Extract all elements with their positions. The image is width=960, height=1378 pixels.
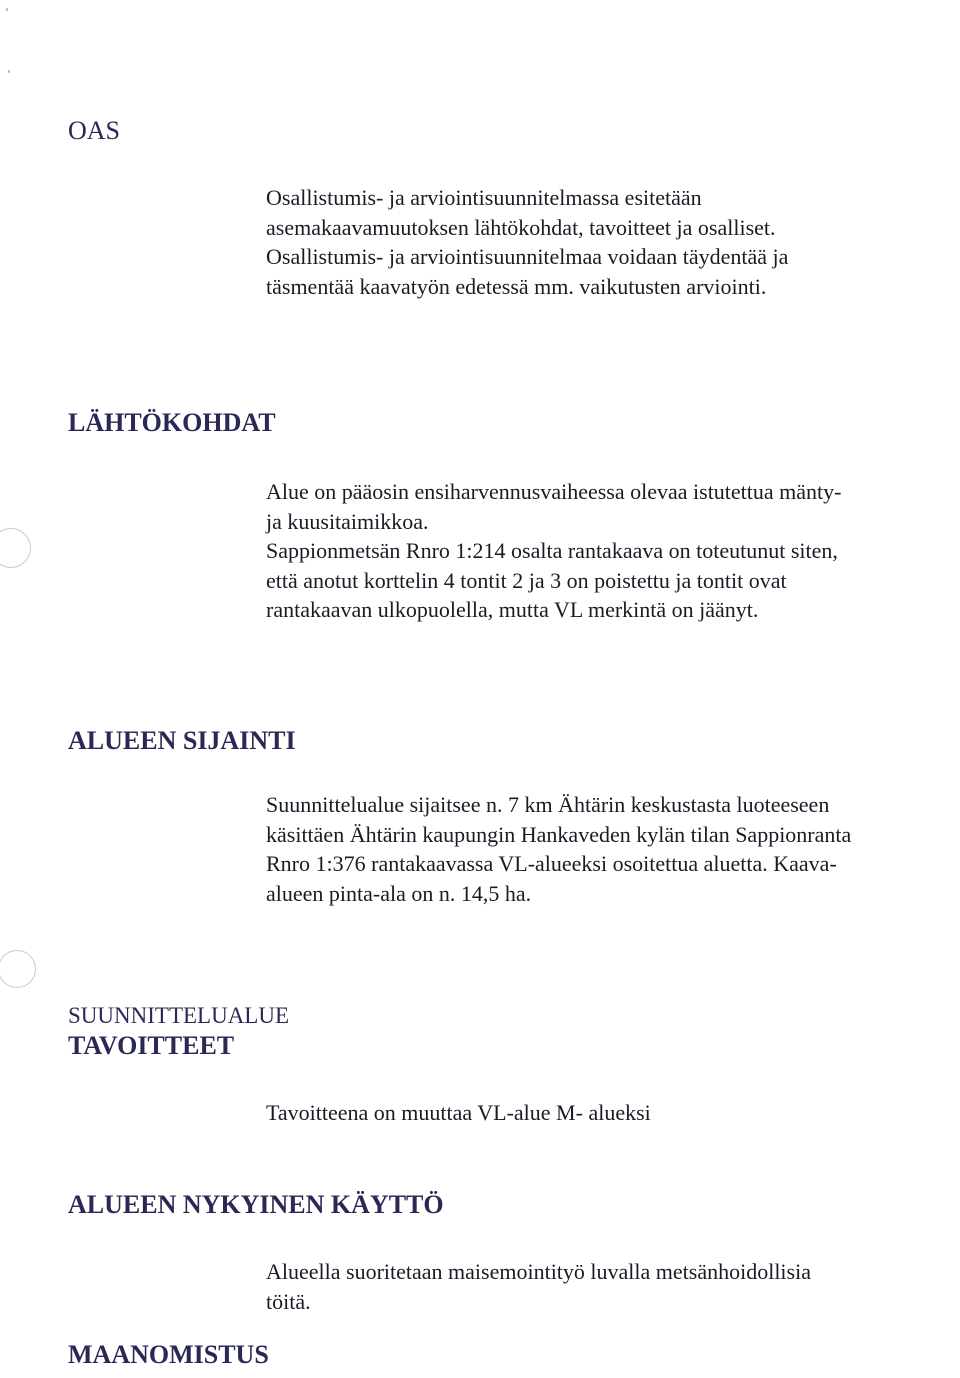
heading-lahtokohdat: LÄHTÖKOHDAT [68,408,276,437]
text-line: Rnro 1:376 rantakaavassa VL-alueeksi osoitettua aluetta. Kaava- [266,851,837,877]
heading-oas: OAS [68,116,121,145]
scan-speck [6,8,8,11]
heading-maanomistus: MAANOMISTUS [68,1340,269,1369]
text-line: ja kuusitaimikkoa. [266,508,429,534]
text-line: Suunnittelualue sijaitsee n. 7 km Ähtärin keskustasta luoteeseen [266,792,830,817]
text-line: Sappionmetsän Rnro 1:214 osalta rantakaava on toteutunut siten, [266,538,838,564]
paragraph-oas [266,183,956,301]
heading-nykyinen-kaytto: ALUEEN NYKYINEN KÄYTTÖ [68,1190,444,1219]
text-line: että anotut korttelin 4 tontit 2 ja 3 on poistettu ja tontit ovat [266,567,787,593]
heading-suunnittelualue-tavoitteet [68,1002,289,1062]
text-line: käsittäen Ähtärin kaupungin Hankaveden kylän tilan Sappionranta [266,821,852,847]
heading-suunnittelualue: SUUNNITTELUALUE [68,1003,290,1028]
paragraph-tavoitteet [266,1098,956,1128]
heading-alueen-sijainti: ALUEEN SIJAINTI [68,726,296,755]
paragraph-nykyinen-kaytto [266,1257,956,1316]
text-line: täsmentää kaavatyön edetessä mm. vaikutusten arviointi. [266,273,767,299]
text-line: Osallistumis- ja arviointisuunnitelmassa esitetään [266,185,702,210]
punch-hole-upper [0,528,31,568]
paragraph-lahtokohdat [266,477,956,625]
text-line: asemakaavamuutoksen lähtökohdat, tavoitteet ja osalliset. [266,214,776,240]
text-line: Osallistumis- ja arviointisuunnitelmaa voidaan täydentää ja [266,244,789,270]
punch-hole-lower [0,950,36,988]
text-line: töitä. [266,1288,311,1314]
heading-tavoitteet: TAVOITTEET [68,1031,235,1060]
text-line: Tavoitteena on muuttaa VL-alue M- alueksi [266,1100,651,1125]
text-line: rantakaavan ulkopuolella, mutta VL merkintä on jäänyt. [266,597,759,623]
text-line: alueen pinta-ala on n. 14,5 ha. [266,880,532,906]
text-line: Alue on pääosin ensiharvennusvaiheessa olevaa istutettua mänty- [266,479,842,504]
paragraph-alueen-sijainti [266,790,956,908]
scan-speck [8,70,10,73]
text-line: Alueella suoritetaan maisemointityö luvalla metsänhoidollisia [266,1259,811,1284]
